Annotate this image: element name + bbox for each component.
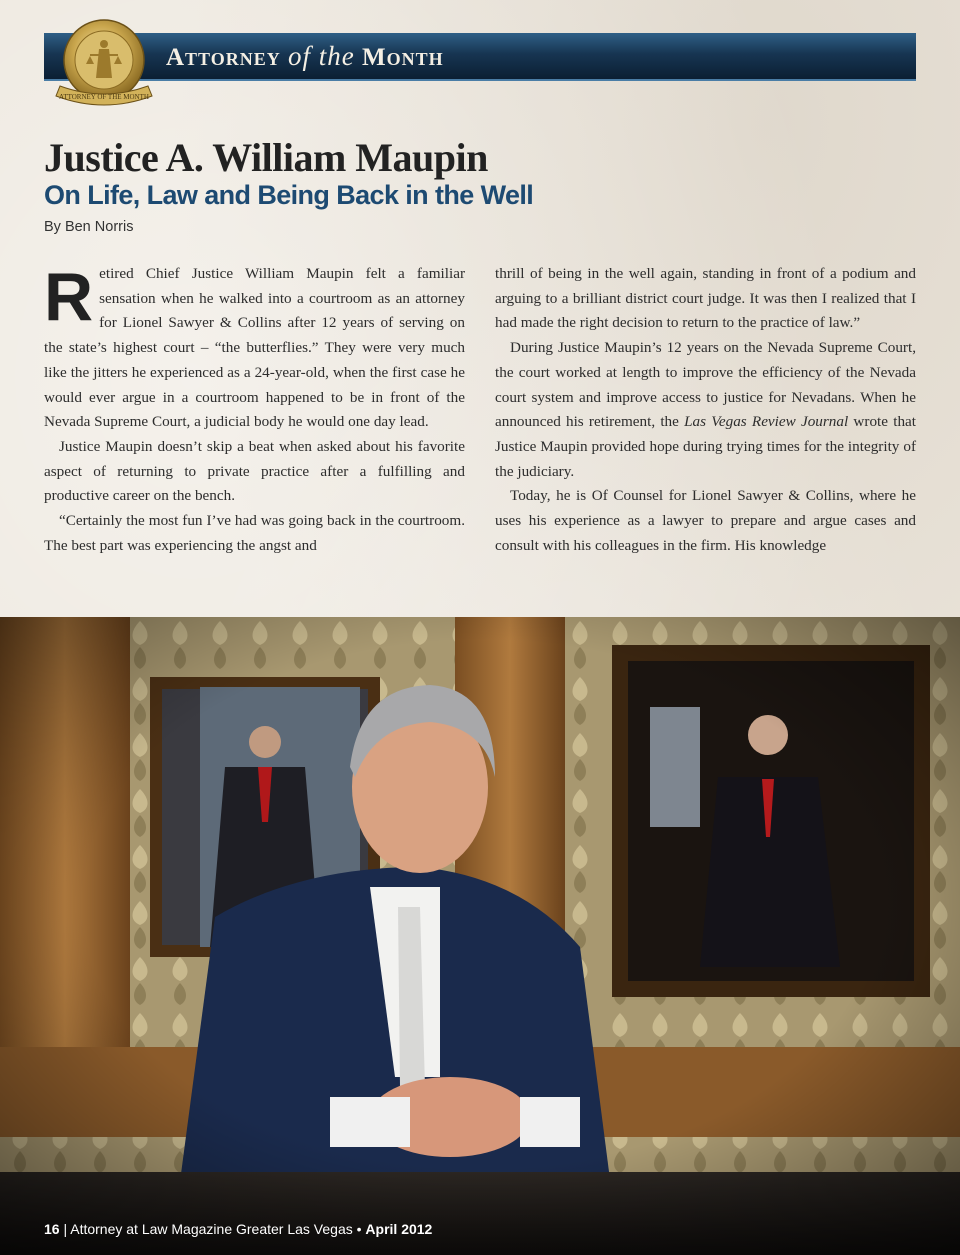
magazine-seal-logo bbox=[50, 18, 158, 114]
paragraph-text: etired Chief Justice William Maupin felt a familiar sensation when he walked into a courtroom as an attorney for Lionel Sawyer & Collins after 12 years of serving on the state’s highest court – “the butterflies.” They were very much like the jitters he experienced as a 24-year-old, when the first case he would ever argue in a courtroom happened to be in front of the Nevada Supreme Court, a judicial body he would one day lead. bbox=[44, 265, 465, 431]
paragraph-text: During Justice Maupin’s 12 years on the Nevada Supreme Court, the court worked at length to improve the efficiency of the Nevada court system and improve access to justice for Nevadans. When he announced his retirement, the bbox=[495, 339, 916, 431]
section-title-of-the: of the bbox=[288, 41, 355, 71]
section-title-word2: Month bbox=[362, 44, 444, 71]
article-paragraph: “Certainly the most fun I’ve had was going back in the courtroom. The best part was experiencing the angst and bbox=[44, 512, 465, 554]
article-paragraph: thrill of being in the well again, standing in front of a podium and arguing to a brilliant district court judge. It was then I realized that I had made the right decision to return to the practice of law.” bbox=[495, 265, 916, 332]
article-paragraph: Today, he is Of Counsel for Lionel Sawyer & Collins, where he uses his experience as a lawyer to prepare and argue cases and consult with his colleagues in the firm. His knowledge bbox=[495, 487, 916, 554]
section-banner bbox=[44, 33, 916, 81]
drop-cap: R bbox=[44, 259, 94, 335]
section-title-word1: Attorney bbox=[166, 44, 281, 71]
portrait-photo-illustration bbox=[0, 617, 960, 1255]
article-paragraph bbox=[44, 259, 465, 435]
footer-separator: | bbox=[63, 1221, 68, 1237]
seal-banner-text: ATTORNEY OF THE MONTH bbox=[59, 93, 149, 101]
page-footer bbox=[44, 1221, 432, 1237]
article-subhead: On Life, Law and Being Back in the Well bbox=[44, 180, 534, 210]
article-headline: Justice A. William Maupin bbox=[44, 135, 488, 180]
article-byline: By Ben Norris bbox=[44, 219, 134, 235]
article-paragraph bbox=[495, 336, 916, 484]
article-paragraph: Justice Maupin doesn’t skip a beat when asked about his favorite aspect of returning to private practice after a fulfilling and productive career on the bench. bbox=[44, 437, 465, 505]
footer-bullet: • bbox=[356, 1221, 362, 1237]
article-column-right bbox=[495, 262, 916, 558]
article-column-left bbox=[44, 259, 465, 558]
portrait-photo bbox=[0, 617, 960, 1255]
paragraph-text: wrote that Justice Maupin provided hope during trying times for the integrity of the judiciary. bbox=[495, 413, 916, 480]
footer-publication: Attorney at Law Magazine Greater Las Vegas bbox=[70, 1221, 353, 1237]
publication-name: Las Vegas Review Journal bbox=[684, 413, 849, 431]
page-number: 16 bbox=[44, 1221, 60, 1237]
footer-issue-date: April 2012 bbox=[365, 1221, 433, 1237]
section-title bbox=[166, 41, 444, 72]
